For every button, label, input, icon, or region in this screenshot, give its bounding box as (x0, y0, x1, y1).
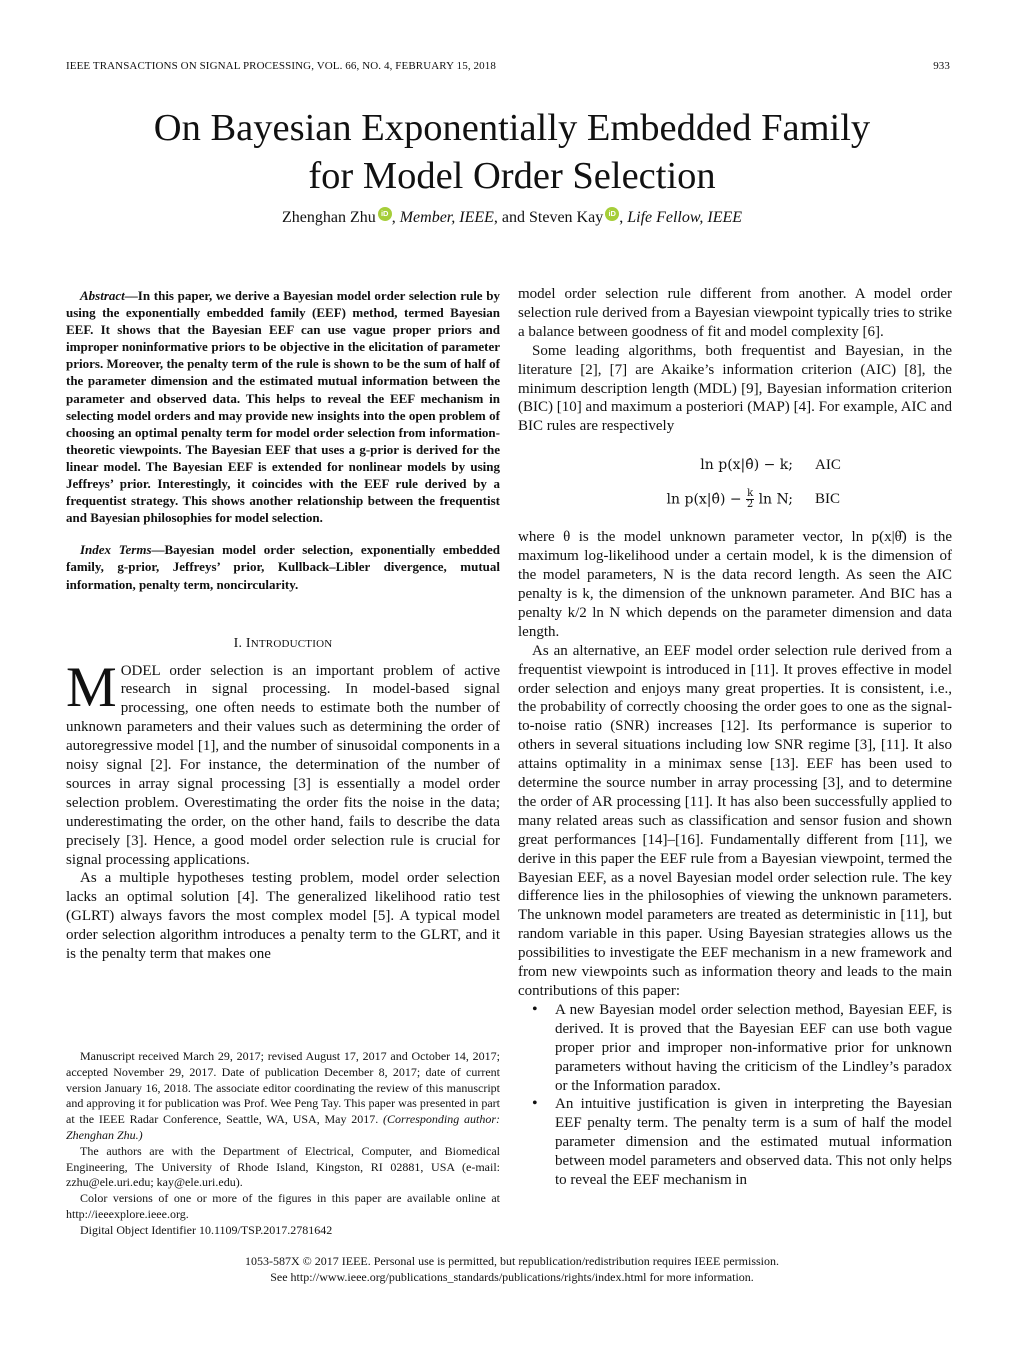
color-figures-footnote: Color versions of one or more of the figures in this paper are available online at http://ieeexplore.ieee.org. (66, 1191, 500, 1221)
list-item: • A new Bayesian model order selection method, Bayesian EEF, is derived. It is proved that the Bayesian EEF can use both vague proper prior and improper non-informative prior for unknown parameters without having the criticism of the Lindley’s paradox or the Information paradox. (518, 1001, 952, 1096)
manuscript-footnote-text: Manuscript received March 29, 2017; revised August 17, 2017 and October 14, 2017; accepted November 29, 2017. Date of publication December 8, 2017; date of current version January 16, 2018. The associate editor coordinating the review of this manuscript and approving it for publication was Prof. Wee Peng Tay. This paper was presented in part at the IEEE Radar Conference, Seattle, WA, USA, May 2017. (66, 1049, 500, 1127)
author-line: Zhenghan Zhu iD , Member, IEEE, and Steven Kay iD , Life Fellow, IEEE (281, 209, 743, 226)
k-over-2-fraction (746, 489, 754, 510)
author-1-name: Zhenghan Zhu (281, 209, 376, 226)
aic-label: AIC (815, 456, 841, 473)
left-column (66, 287, 500, 964)
orcid-icon[interactable]: iD (605, 207, 619, 221)
corresponding-author-note: (Corresponding author: Zhenghan Zhu.) (66, 1112, 500, 1142)
author-1-role: Member, IEEE (399, 209, 494, 226)
bic-expression (518, 489, 793, 510)
drop-cap: M (66, 655, 117, 719)
abstract: Abstract—In this paper, we derive a Bayesian model order selection rule by using the exponentially embedded family (EEF) method, termed Bayesian EEF. It shows that the Bayesian EEF can use vague proper priors and improper noninformative priors to be objective in the elicitation of parameter priors. Moreover, the penalty term of the rule is shown to be the sum of half of the parameter dimension and the estimated mutual information between the parameter and observed data. This helps to reveal the EEF mechanism in selecting model orders and may provide new insights into the open problem of choosing an optimal penalty term for model order selection from information-theoretic viewpoints. The Bayesian EEF that uses a g-prior is derived for the linear model. The Bayesian EEF is extended for nonlinear models by using Jeffreys’ prior. Interestingly, it coincides with the EEF rule derived by a frequentist strategy. This shows another relationship between the frequentist and Bayesian philosophies for model selection. (66, 288, 500, 526)
equation-aic (518, 448, 952, 482)
journal-citation: IEEE TRANSACTIONS ON SIGNAL PROCESSING, VOL. 66, NO. 4, FEBRUARY 15, 2018 (66, 60, 496, 72)
first-page-footnotes (66, 1049, 500, 1239)
index-terms-text: Bayesian model order selection, exponentially embedded family, g-prior, Jeffreys’ prior, Kullback–Libler divergence, mutual information, penalty term, noncircularity. (66, 542, 500, 592)
bic-label: BIC (815, 490, 841, 507)
fraction-denominator: 2 (746, 498, 754, 510)
intro-paragraph-1-text: ODEL order selection is an important problem of active research in signal processing. In model-based signal processing, one often needs to estimate both the number of unknown parameters and their values such as determining the order of autoregressive model [1], and the number of sinusoidal components in a noisy signal [2]. For instance, the determination of the number of sources in array signal processing [3] is essentially a model order selection problem. Overestimating the order fits the noise in the data; underestimating the order, on the other hand, fails to describe the data precisely [3]. Hence, a good model order selection rule is crucial for signal processing applications. (66, 662, 500, 868)
list-item: • An intuitive justification is given in interpreting the Bayesian EEF penalty term. The penalty term is a sum of half the model parameter dimension and the estimated mutual information between model parameters and observed data. This not only helps to reveal the EEF mechanism in (518, 1095, 952, 1190)
right-paragraph-continued: model order selection rule different from another. A model order selection rule derived from a Bayesian viewpoint typically tries to strike a balance between goodness of fit and model complexity [6]. (518, 286, 952, 340)
index-terms: Index Terms—Bayesian model order selection, exponentially embedded family, g-prior, Jeffreys’ prior, Kullback–Libler divergence, mutual information, penalty term, noncircularity. (66, 542, 500, 592)
fraction-numerator: k (747, 487, 754, 499)
bic-expression-prefix: ln p(x|θ̂) − (666, 491, 742, 508)
copyright-notice (66, 1254, 958, 1285)
copyright-line-2: See http://www.ieee.org/publications_standards/publications/rights/index.html for more information. (270, 1269, 754, 1284)
right-column (518, 285, 952, 1190)
orcid-icon[interactable]: iD (378, 207, 392, 221)
title-line-2: for Model Order Selection (308, 155, 716, 197)
paper-title (60, 104, 964, 200)
running-header (66, 60, 950, 72)
title-line-1: On Bayesian Exponentially Embedded Family (153, 107, 871, 149)
right-paragraph-eef: As an alternative, an EEF model order selection rule derived from a frequentist viewpoint is introduced in [11]. It proves effective in model order selection and enjoys many great properties. It is consistent, i.e., the probability of correctly choosing the order goes to one as the signal-to-noise ratio (SNR) increases [12]. Its performance is superior to others in several situations including low SNR regime [3], [11]. It also attains optimality in a minimax sense [13]. EEF has been used to determine the source number in array processing [3], and to determine the order of AR processing [11]. It has also been successfully applied to many related areas such as classification and sensor fusion and shown great performances [14]–[16]. Fundamentally different from [11], we derive in this paper the EEF rule from a Bayesian viewpoint, termed the Bayesian EEF, as a novel Bayesian model order selection rule. The key difference lies in the philosophies of viewing the unknown parameters. The unknown model parameters are treated as deterministic in [11], but random variable in this paper. Using Bayesian strategies allows us the possibilities to investigate the EEF mechanism in a new framework and from new viewpoints such as information theory and leads to the main contributions of this paper: (518, 642, 952, 999)
abstract-text: In this paper, we derive a Bayesian model order selection rule by using the exponentially embedded family (EEF) method, termed Bayesian EEF. It shows that the Bayesian EEF can use vague proper priors and improper noninformative priors to be objective in the elicitation of parameter priors. Moreover, the penalty term of the rule is shown to be the sum of half of the parameter dimension and the estimated mutual information between the parameter and observed data. This helps to reveal the EEF mechanism in selecting model orders and may provide new insights into the open problem of choosing an optimal penalty term for model order selection from information-theoretic viewpoints. The Bayesian EEF that uses a g-prior is derived for the linear model. The Bayesian EEF is extended for nonlinear models by using Jeffreys’ prior. Interestingly, it coincides with the EEF rule derived by a frequentist strategy. This shows another relationship between the frequentist and Bayesian philosophies for model selection. (66, 288, 500, 526)
aic-expression: ln p(x|θ̂) − k; (700, 456, 793, 473)
doi-footnote: Digital Object Identifier 10.1109/TSP.2017.2781642 (80, 1222, 333, 1237)
index-terms-label: Index Terms (80, 542, 152, 558)
section-title-smallcaps: NTRODUCTION (250, 637, 333, 650)
right-paragraph-where: where θ is the model unknown parameter vector, ln p(x|θ̂) is the maximum log-likelihood under a certain model, k is the dimension of the model parameters, N is the data record length. As seen the AIC penalty is k, the dimension of the unknown parameter. And BIC has a penalty k/2 ln N which depends on the parameter dimension and data length. (518, 529, 952, 640)
section-heading-introduction (66, 635, 500, 654)
section-numeral: I. I (233, 635, 251, 651)
author-2-role: Life Fellow, IEEE (627, 209, 743, 226)
equation-bic (518, 482, 952, 516)
abstract-label: Abstract (80, 288, 125, 303)
aic-bic-equations (518, 448, 952, 516)
right-paragraph-algorithms: Some leading algorithms, both frequentist and Bayesian, in the literature [2], [7] are Akaike’s information criterion (AIC) [8], the minimum description length (MDL) [9], Bayesian information criterion (BIC) [10] and maximum a posteriori (MAP) [4]. For example, AIC and BIC rules are respectively (518, 342, 952, 435)
contributions-list (518, 1001, 952, 1190)
affiliation-footnote: The authors are with the Department of Electrical, Computer, and Biomedical Engineering, The University of Rhode Island, Kingston, RI 02881, USA (e-mail: zzhu@ele.uri.edu; kay@ele.uri.edu). (66, 1143, 500, 1190)
manuscript-footnote (66, 1049, 500, 1144)
copyright-line-1: 1053-587X © 2017 IEEE. Personal use is permitted, but republication/redistribution requires IEEE permission. (244, 1254, 779, 1268)
intro-paragraph-2: As a multiple hypotheses testing problem, model order selection lacks an optimal solution [4]. The generalized likelihood ratio test (GLRT) always favors the most complex model [5]. A typical model order selection algorithm introduces a penalty term to the GLRT, and it is the penalty term that makes one (66, 870, 500, 963)
bic-expression-suffix: ln N; (758, 491, 793, 508)
author-2-name: , and Steven Kay (493, 209, 604, 226)
intro-paragraph-1 (66, 655, 500, 870)
page-number: 933 (933, 60, 950, 72)
